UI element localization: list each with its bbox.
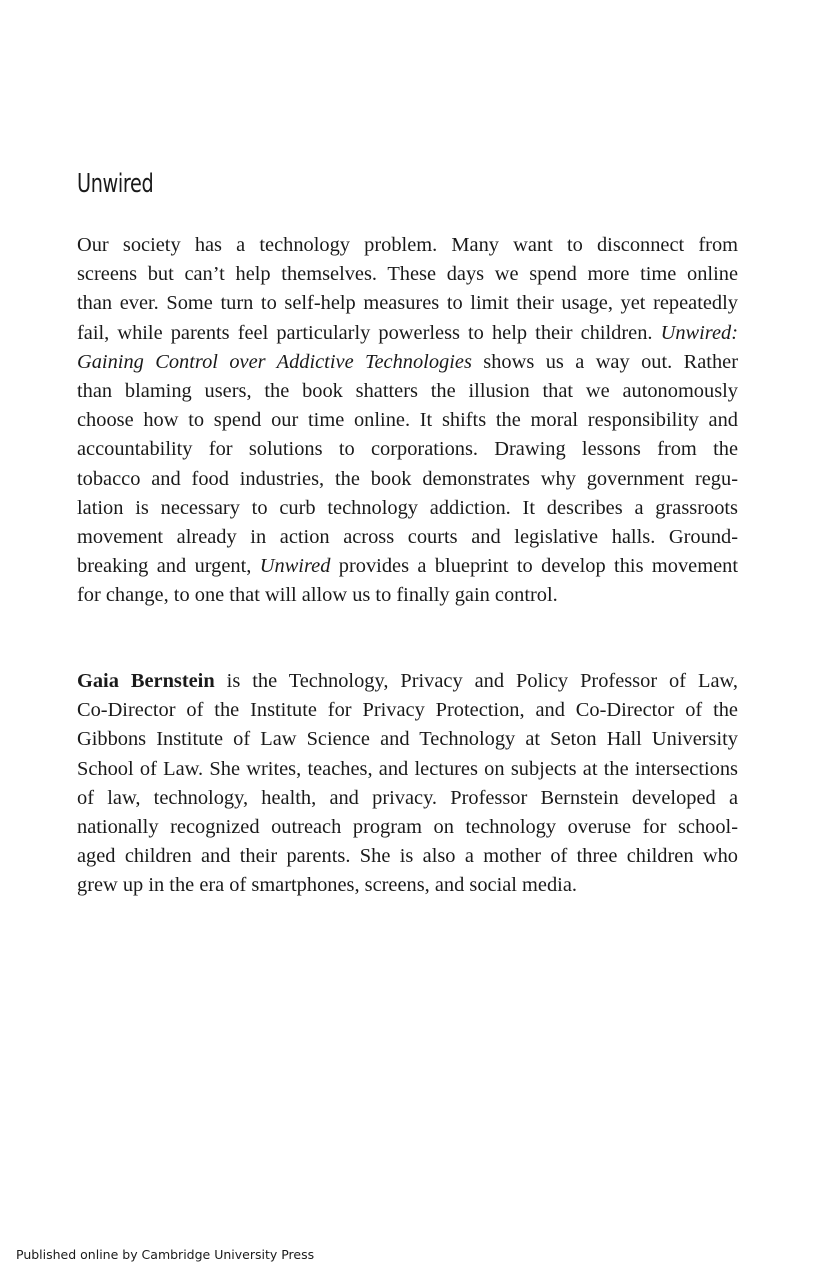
- page-title: Unwired: [77, 169, 154, 199]
- publisher-footer: Published online by Cambridge University Press: [16, 1247, 315, 1262]
- description-line: [77, 552, 738, 581]
- author-name: Gaia Bernstein: [77, 670, 215, 692]
- author-bio: [77, 667, 738, 901]
- description-line: accountability for solutions to corporations. Drawing lessons from the: [77, 438, 738, 461]
- bio-line: Co-Director of the Institute for Privacy Protection, and Co-Director of the: [77, 699, 738, 722]
- description-line: Our society has a technology problem. Many want to disconnect from: [77, 234, 738, 256]
- description-text: breaking and urgent,: [77, 555, 260, 578]
- description-line: [77, 319, 738, 348]
- book-title-italic: Unwired: [259, 555, 331, 578]
- bio-line: School of Law. She writes, teaches, and lectures on subjects at the intersections: [77, 757, 738, 780]
- description-text: shows us a way out. Rather: [471, 350, 738, 373]
- bio-line: aged children and their parents. She is also a mother of three children who: [77, 845, 738, 868]
- book-subtitle-italic: Gaining Control over Addictive Technologies: [77, 350, 472, 373]
- description-line: [77, 348, 738, 377]
- description-line: than blaming users, the book shatters the illusion that we autonomously: [77, 380, 738, 403]
- description-line: movement already in action across courts and legislative halls. Ground-: [77, 526, 738, 549]
- bio-line: of law, technology, health, and privacy. Professor Bernstein developed a: [77, 786, 738, 809]
- book-title-italic: Unwired:: [660, 321, 738, 344]
- bio-line: [77, 667, 738, 696]
- bio-line: grew up in the era of smartphones, screens, and social media.: [77, 874, 577, 897]
- book-description: [77, 231, 738, 611]
- description-line: tobacco and food industries, the book demonstrates why government regu-: [77, 467, 738, 490]
- description-line: for change, to one that will allow us to finally gain control.: [77, 584, 558, 607]
- bio-line: Gibbons Institute of Law Science and Technology at Seton Hall University: [77, 728, 738, 751]
- description-line: choose how to spend our time online. It shifts the moral responsibility and: [77, 409, 738, 432]
- description-line: screens but can’t help themselves. These days we spend more time online: [77, 263, 738, 286]
- description-text: provides a blueprint to develop this movement: [330, 555, 738, 578]
- description-text: fail, while parents feel particularly powerless to help their children.: [77, 321, 661, 344]
- bio-line: nationally recognized outreach program on technology overuse for school-: [77, 816, 738, 839]
- bio-text: is the Technology, Privacy and Policy Professor of Law,: [214, 670, 738, 692]
- description-line: lation is necessary to curb technology addiction. It describes a grassroots: [77, 496, 738, 519]
- description-line: than ever. Some turn to self-help measures to limit their usage, yet repeatedly: [77, 292, 738, 315]
